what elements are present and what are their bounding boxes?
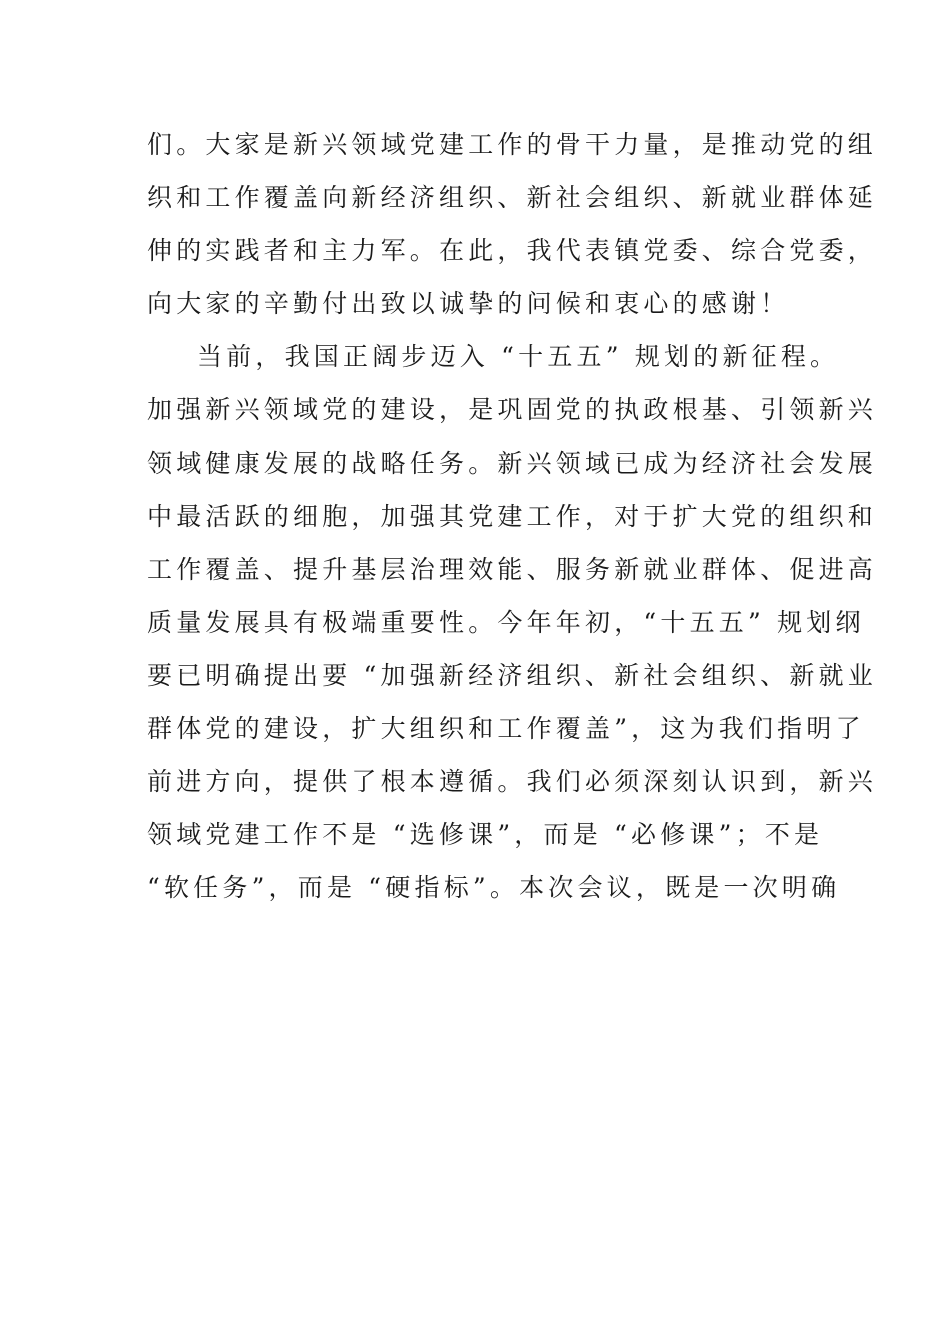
text-line: 群体党的建设，扩大组织和工作覆盖”，这为我们指明了 xyxy=(147,714,865,744)
text-line: 们。大家是新兴领域党建工作的骨干力量，是推动党的组 xyxy=(147,130,878,159)
text-line: 伸的实践者和主力军。在此，我代表镇党委、综合党委， xyxy=(147,236,878,266)
text-line: “软任务”，而是 “硬指标”。本次会议，既是一次明确 xyxy=(147,873,841,903)
text-line: 领域健康发展的战略任务。新兴领域已成为经济社会发展 xyxy=(147,448,878,478)
text-line: 质量发展具有极端重要性。今年年初，“十五五” 规划纲 xyxy=(147,607,865,637)
text-line: 加强新兴领域党的建设，是巩固党的执政根基、引领新兴 xyxy=(147,395,878,425)
text-line: 领域党建工作不是 “选修课”，而是 “必修课”；不是 xyxy=(147,820,824,850)
text-line: 前进方向，提供了根本遵循。我们必须深刻认识到，新兴 xyxy=(147,767,878,797)
text-line: 要已明确提出要 “加强新经济组织、新社会组织、新就业 xyxy=(147,660,877,690)
text-line: 向大家的辛勤付出致以诚挚的问候和衷心的感谢！ xyxy=(147,289,790,319)
document-body xyxy=(147,118,878,914)
text-line: 织和工作覆盖向新经济组织、新社会组织、新就业群体延 xyxy=(147,183,878,213)
text-line: 工作覆盖、提升基层治理效能、服务新就业群体、促进高 xyxy=(147,554,878,584)
paragraph-first-line: 当前，我国正阔步迈入 “十五五” 规划的新征程。 xyxy=(197,342,840,372)
text-line: 中最活跃的细胞，加强其党建工作，对于扩大党的组织和 xyxy=(147,501,878,531)
